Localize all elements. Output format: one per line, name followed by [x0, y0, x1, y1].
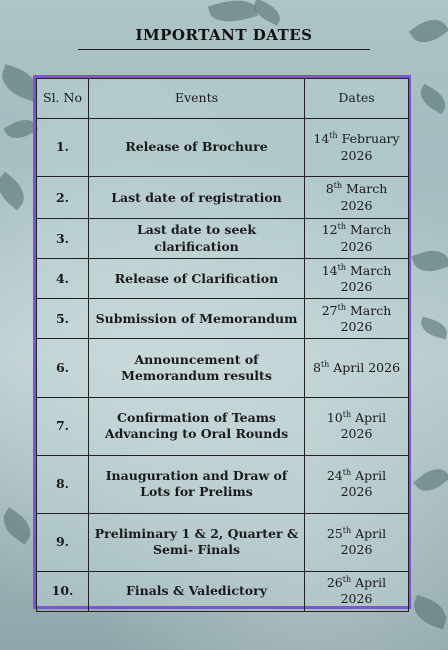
leaf-decoration — [411, 245, 448, 277]
row-serial-number: 3. — [37, 219, 89, 259]
date-day: 10 — [326, 409, 343, 425]
row-date — [305, 397, 409, 455]
leaf-decoration — [413, 462, 448, 498]
header-sl-no: Sl. No — [37, 79, 89, 119]
date-month-year: March 2026 — [340, 222, 392, 254]
date-month-year: March 2026 — [340, 302, 392, 334]
date-day: 8 — [312, 359, 321, 375]
row-event: Confirmation of Teams Advancing to Oral Rounds — [89, 397, 305, 455]
row-date — [305, 177, 409, 219]
row-date — [305, 219, 409, 259]
table-header-row — [37, 79, 409, 119]
table-row — [37, 259, 409, 299]
table-row — [37, 299, 409, 339]
date-month-year: April 2026 — [340, 409, 387, 442]
row-serial-number: 7. — [37, 397, 89, 455]
table-row — [37, 571, 409, 611]
table-row — [37, 177, 409, 219]
leaf-decoration — [418, 317, 448, 340]
date-ordinal-suffix: th — [342, 575, 352, 585]
row-date — [305, 299, 409, 339]
date-ordinal-suffix: th — [329, 131, 338, 141]
row-serial-number: 2. — [37, 177, 89, 219]
date-month-year: March 2026 — [340, 262, 392, 294]
date-day: 25 — [326, 526, 343, 542]
row-event: Inauguration and Draw of Lots for Prelims — [89, 455, 305, 513]
date-day: 26 — [326, 575, 343, 591]
row-event: Release of Clarification — [89, 259, 305, 299]
row-date — [305, 339, 409, 397]
row-date — [305, 119, 409, 177]
table-row — [37, 119, 409, 177]
date-ordinal-suffix: th — [342, 467, 352, 477]
row-serial-number: 8. — [37, 455, 89, 513]
leaf-decoration — [0, 172, 31, 211]
row-event: Submission of Memorandum — [89, 299, 305, 339]
leaf-decoration — [208, 0, 258, 28]
leaf-decoration — [416, 84, 448, 115]
title-underline — [78, 49, 370, 50]
table-row — [37, 513, 409, 571]
row-event: Preliminary 1 & 2, Quarter & Semi- Finals — [89, 513, 305, 571]
date-month-year: April 2026 — [340, 526, 387, 558]
date-month-year: April 2026 — [340, 467, 387, 500]
date-day: 12 — [321, 222, 338, 238]
row-date — [305, 455, 409, 513]
date-ordinal-suffix: th — [337, 222, 346, 232]
row-serial-number: 5. — [37, 299, 89, 339]
row-serial-number: 9. — [37, 513, 89, 571]
row-date — [305, 259, 409, 299]
row-serial-number: 10. — [37, 571, 89, 611]
date-ordinal-suffix: th — [337, 302, 346, 312]
header-events: Events — [89, 79, 305, 119]
date-ordinal-suffix: th — [320, 359, 330, 369]
row-serial-number: 1. — [37, 119, 89, 177]
date-day: 24 — [326, 467, 343, 483]
date-ordinal-suffix: th — [342, 525, 352, 535]
row-date — [305, 571, 409, 611]
date-ordinal-suffix: th — [342, 409, 352, 419]
date-day: 14 — [321, 262, 338, 278]
header-dates: Dates — [305, 79, 409, 119]
date-ordinal-suffix: th — [333, 181, 343, 191]
leaf-decoration — [0, 507, 37, 545]
date-day: 27 — [321, 302, 338, 318]
date-month-year: April 2026 — [340, 575, 387, 607]
row-event: Release of Brochure — [89, 119, 305, 177]
table-row — [37, 339, 409, 397]
date-day: 14 — [313, 131, 330, 147]
row-event: Last date of registration — [89, 177, 305, 219]
date-month-year: February 2026 — [340, 131, 400, 163]
important-dates-table — [36, 78, 409, 612]
date-day: 8 — [325, 181, 334, 197]
table-row — [37, 219, 409, 259]
row-event: Finals & Valedictory — [89, 571, 305, 611]
table-row — [37, 397, 409, 455]
row-serial-number: 6. — [37, 339, 89, 397]
date-month-year: March 2026 — [340, 181, 388, 213]
page-title: IMPORTANT DATES — [135, 26, 313, 44]
leaf-decoration — [409, 595, 448, 630]
date-month-year: April 2026 — [333, 359, 401, 375]
date-ordinal-suffix: th — [337, 262, 346, 272]
row-serial-number: 4. — [37, 259, 89, 299]
row-event: Last date to seek clarification — [89, 219, 305, 259]
row-date — [305, 513, 409, 571]
table-row — [37, 455, 409, 513]
row-event: Announcement of Memorandum results — [89, 339, 305, 397]
